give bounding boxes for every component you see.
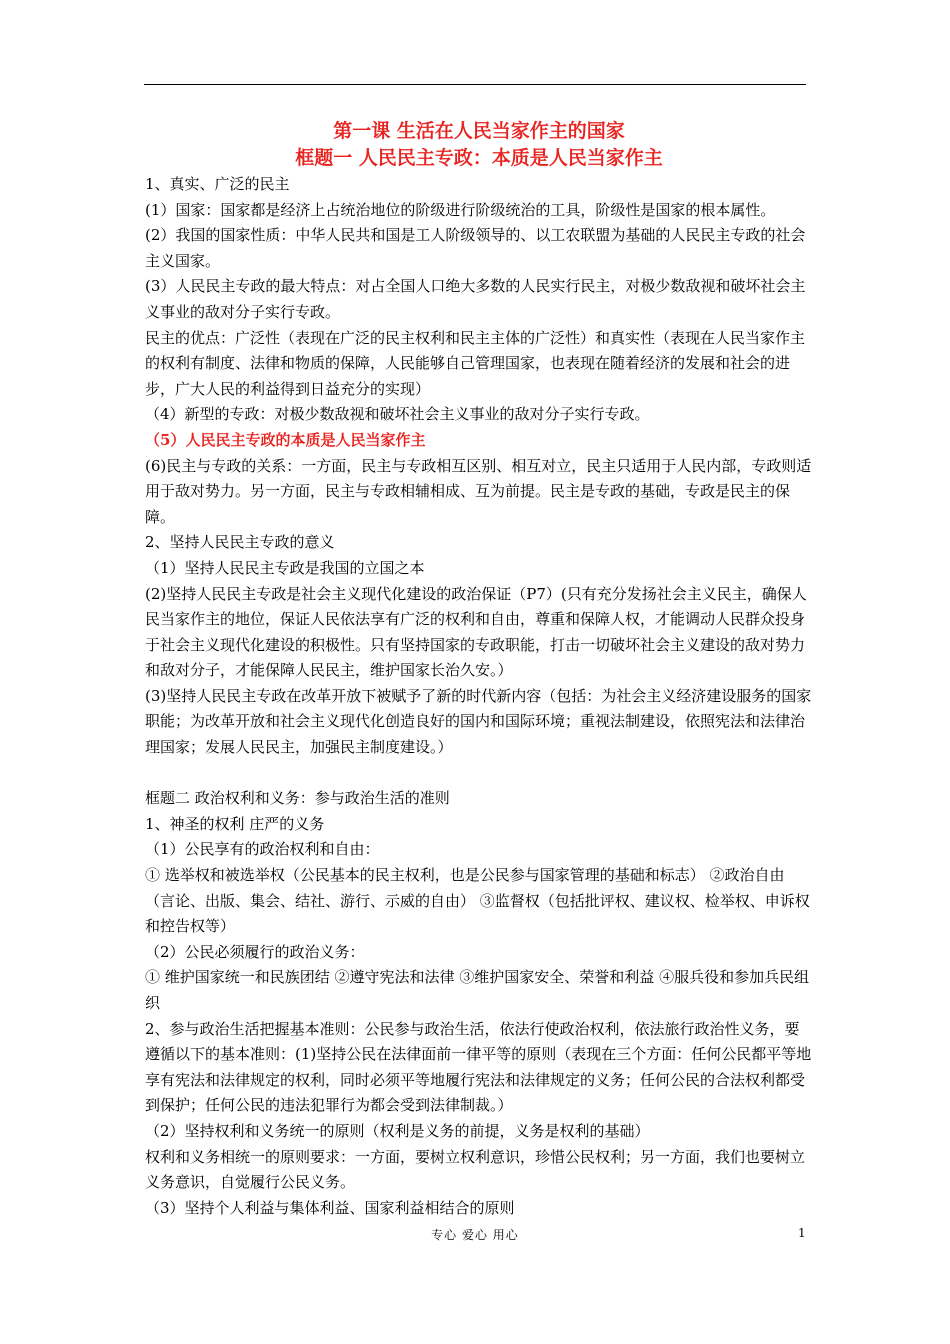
paragraph: (1）国家：国家都是经济上占统治地位的阶级进行阶级统治的工具，阶级性是国家的根本属性。	[145, 200, 776, 219]
paragraph: (2)坚持人民民主专政是社会主义现代化建设的政治保证（P7）(只有充分发扬社会主义民主，确保人民当家作主的地位，保证人民依法享有广泛的权利和自由，尊重和保障人权，才能调动人民群众投身于社会主义现代化建设的积极性。只有坚持国家的专政职能，打击一切破坏社会主义建设的敌对势力和敌对分子，才能保障人民民主，维护国家长治久安。）	[145, 584, 807, 680]
paragraph: (2）我国的国家性质：中华人民共和国是工人阶级领导的、以工农联盟为基础的人民民主专政的社会主义国家。	[145, 226, 806, 270]
paragraph: （2）公民必须履行的政治义务：	[145, 942, 365, 961]
paragraph: (6)民主与专政的关系：一方面，民主与专政相互区别、相互对立，民主只适用于人民内部，专政则适用于敌对势力。另一方面，民主与专政相辅相成、互为前提。民主是专政的基础，专政是民主的保障。	[145, 456, 812, 526]
paragraph: ① 选举权和被选举权（公民基本的民主权利，也是公民参与国家管理的基础和标志） ②政治自由（言论、出版、集会、结社、游行、示威的自由） ③监督权（包括批评权、建议权、检举权、申诉权和控告权等）	[145, 866, 810, 936]
header-rule	[144, 84, 806, 85]
highlight-text: 人民民主专政的本质是人民当家作主	[185, 430, 426, 449]
page-number: 1	[798, 1226, 806, 1240]
paragraph: （3）坚持个人利益与集体利益、国家利益相结合的原则	[145, 1198, 515, 1217]
paragraph: 1、真实、广泛的民主	[145, 175, 290, 193]
paragraph: （1）公民享有的政治权利和自由：	[145, 840, 380, 859]
paragraph: 2、坚持人民民主专政的意义	[145, 533, 335, 552]
paragraph: 民主的优点：广泛性（表现在广泛的民主权利和民主主体的广泛性）和真实性（表现在人民当家作主的权利有制度、法律和物质的保障，人民能够自己管理国家，也表现在随着经济的发展和社会的进步，广大人民的利益得到日益充分的实现）	[145, 328, 806, 398]
paragraph: 2、参与政治生活把握基本准则：公民参与政治生活，依法行使政治权利，依法旅行政治性义务，要遵循以下的基本准则：(1)坚持公民在法律面前一律平等的原则（表现在三个方面：任何公民都平等地享有宪法和法律规定的权利，同时必须平等地履行宪法和法律规定的义务；任何公民的合法权利都受到保护；任何公民的违法犯罪行为都会受到法律制裁。）	[145, 1019, 812, 1115]
paragraph: （4）新型的专政：对极少数敌视和破坏社会主义事业的敌对分子实行专政。	[145, 405, 650, 424]
paragraph: 1、神圣的权利 庄严的义务	[145, 814, 325, 833]
highlight-paragraph	[145, 428, 813, 454]
section-title: 框题一 人民民主专政：本质是人民当家作主	[295, 147, 663, 169]
paragraph: 权利和义务相统一的原则要求：一方面，要树立权利意识，珍惜公民权利；另一方面，我们也要树立义务意识，自觉履行公民义务。	[145, 1147, 806, 1192]
document-body	[145, 118, 813, 1221]
paragraph: （1）坚持人民民主专政是我国的立国之本	[145, 558, 425, 577]
paragraph: ① 维护国家统一和民族团结 ②遵守宪法和法律 ③维护国家安全、荣誉和利益 ④服兵役和参加兵民组织	[145, 968, 810, 1012]
highlight-prefix: （5）	[145, 430, 186, 449]
lesson-title: 第一课 生活在人民当家作主的国家	[333, 120, 625, 142]
page-footer: 专心 爱心 用心	[431, 1228, 519, 1242]
paragraph: （2）坚持权利和义务统一的原则（权利是义务的前提，义务是权利的基础）	[145, 1121, 650, 1140]
paragraph: (3)坚持人民民主专政在改革开放下被赋予了新的时代新内容（包括：为社会主义经济建设服务的国家职能；为改革开放和社会主义现代化创造良好的国内和国际环境；重视法制建设，依照宪法和法律治理国家；发展人民民主，加强民主制度建设。）	[145, 686, 812, 757]
paragraph: (3）人民民主专政的最大特点：对占全国人口绝大多数的人民实行民主，对极少数敌视和破坏社会主义事业的敌对分子实行专政。	[145, 277, 806, 321]
blank-line	[145, 761, 813, 787]
paragraph: 框题二 政治权利和义务：参与政治生活的准则	[145, 789, 450, 808]
